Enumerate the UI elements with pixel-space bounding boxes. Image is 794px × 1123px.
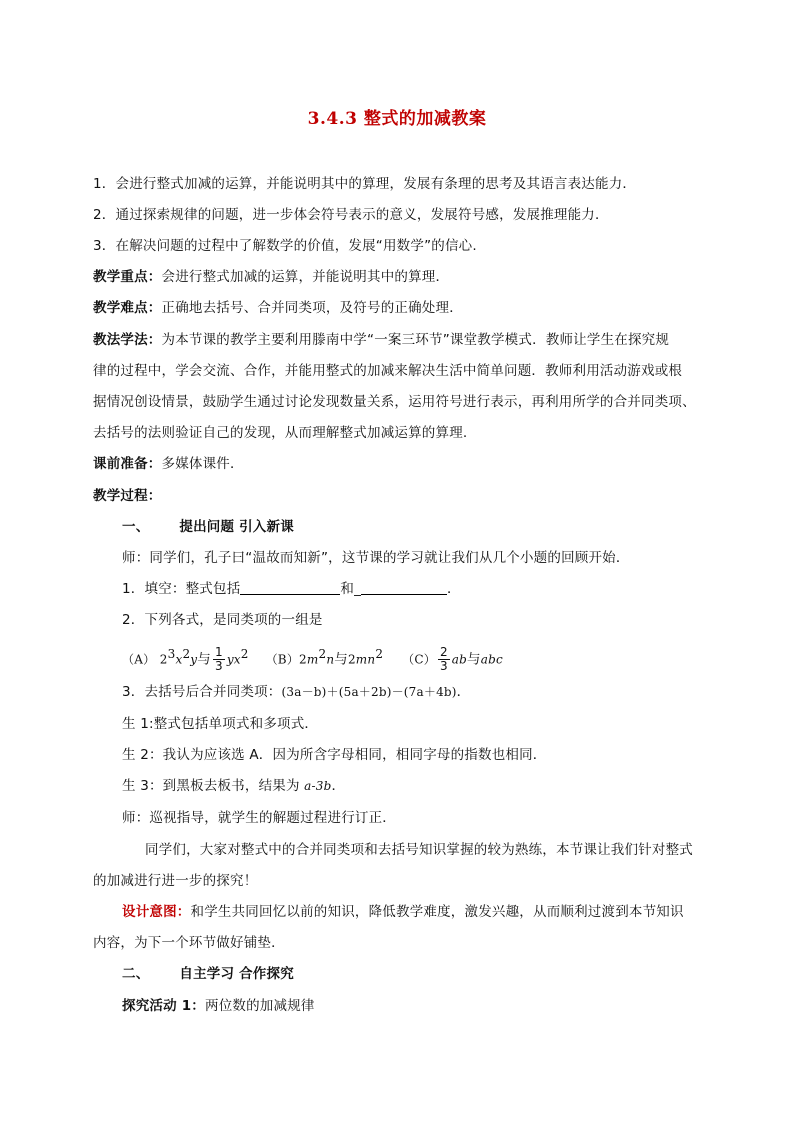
question-1-dot: _	[354, 581, 362, 597]
option-a-yx-exp: 2	[240, 647, 249, 661]
option-c-abc: abc	[480, 652, 503, 667]
preparation-label: 课前准备：	[93, 456, 162, 472]
page-title: 3.4.3 整式的加减教案	[307, 109, 487, 129]
student-answer-3	[122, 776, 345, 796]
option-b-n: n	[326, 652, 335, 667]
section-1-heading	[122, 517, 294, 537]
option-a-yx: yx	[226, 652, 241, 667]
student-answer-3-expr: a-3b	[304, 779, 332, 793]
section-2-heading	[122, 964, 294, 984]
option-a-coef: 2	[159, 652, 168, 667]
key-point-label: 教学重点：	[93, 269, 162, 285]
option-b-coef-2: 2	[347, 652, 356, 667]
option-a-fraction-num: 1	[214, 645, 223, 659]
option-b-with: 与	[334, 651, 348, 668]
question-2: 2．下列各式，是同类项的一组是	[122, 612, 323, 628]
option-b-label: （B）	[265, 652, 300, 667]
option-a-x: x	[175, 652, 183, 667]
option-c-fraction-den: 3	[439, 659, 448, 673]
difficulty-text: 正确地去括号、合并同类项，及符号的正确处理．	[161, 300, 463, 316]
option-a-with: 与	[197, 651, 211, 668]
option-a-fraction-den: 3	[214, 659, 223, 673]
option-c-with: 与	[467, 651, 481, 668]
objective-3: 3．在解决问题的过程中了解数学的价值，发展“用数学”的信心.	[93, 238, 477, 254]
answer-blank-2	[361, 580, 447, 595]
question-3-end: ．	[456, 684, 471, 700]
student-answer-3-end: ．	[331, 778, 346, 794]
option-a-fraction	[213, 646, 225, 673]
method-line-4: 去括号的法则验证自己的发现，从而理解整式加减运算的算理.	[93, 425, 468, 441]
option-c-fraction-num: 2	[439, 645, 448, 659]
section-2-num: 二、	[122, 966, 150, 982]
design-intent-line-2: 内容，为下一个环节做好铺垫．	[93, 935, 285, 951]
method-text-1: 为本节课的教学主要利用滕南中学“一案三环节”课堂教学模式．教师让学生在探究规	[161, 332, 670, 348]
difficulty-label: 教学难点：	[93, 300, 162, 316]
transition-line-2: 的加减进行进一步的探究！	[93, 873, 258, 889]
method-line-2: 律的过程中，学会交流、合作，并能用整式的加减来解决生活中简单问题．教师利用活动游戏或根	[93, 363, 683, 379]
objective-1: 1．会进行整式加减的运算，并能说明其中的算理，发展有条理的思考及其语言表达能力．	[93, 176, 637, 192]
option-b-coef: 2	[299, 652, 307, 667]
key-point	[93, 267, 449, 287]
activity-1	[122, 996, 315, 1016]
design-intent-line-1	[122, 902, 684, 922]
preparation	[93, 454, 244, 474]
activity-1-text: 两位数的加减规律	[205, 998, 315, 1014]
design-intent-text-1: 和学生共同回忆以前的知识，降低教学难度，激发兴趣，从而顺利过渡到本节知识	[190, 904, 684, 920]
student-answer-1: 生 1:整式包括单项式和多项式．	[122, 716, 319, 732]
design-intent-label: 设计意图：	[122, 904, 191, 920]
option-a-x-exp: 2	[182, 647, 191, 661]
option-a-label: （A）	[122, 652, 156, 667]
question-1-mid: 和	[340, 581, 355, 597]
question-3-expr: (3a－b)＋(5a＋2b)－(7a＋4b)	[281, 685, 457, 699]
section-2-title: 自主学习 合作探究	[179, 966, 294, 982]
teacher-check: 师：巡视指导，就学生的解题过程进行订正．	[122, 810, 396, 826]
transition-line-1: 同学们，大家对整式中的合并同类项和去括号知识掌握的较为熟练，本节课让我们针对整式	[145, 842, 693, 858]
option-a-coef-exp: 3	[167, 647, 176, 661]
method-line-3: 据情况创设情景，鼓励学生通过讨论发现数量关系，运用符号进行表示，再利用所学的合并同类项、	[93, 394, 696, 410]
method-line-1	[93, 330, 669, 350]
section-1-title: 提出问题 引入新课	[179, 519, 294, 535]
preparation-text: 多媒体课件．	[161, 456, 244, 472]
student-answer-3-text: 生 3：到黑板去板书，结果为	[122, 778, 305, 794]
process-label: 教学过程：	[93, 488, 162, 504]
objective-2: 2．通过探索规律的问题，进一步体会符号表示的意义，发展符号感，发展推理能力．	[93, 207, 609, 223]
section-1-num: 一、	[122, 519, 150, 535]
question-3-text: 3．去括号后合并同类项：	[122, 684, 282, 700]
student-answer-2: 生 2：我认为应该选 A．因为所含字母相同，相同字母的指数也相同．	[122, 747, 547, 763]
option-b-m: m	[306, 652, 319, 667]
option-b-mn: mn	[355, 652, 376, 667]
activity-1-label: 探究活动 1：	[122, 998, 205, 1014]
question-1-end: ．	[447, 581, 461, 597]
question-1	[122, 579, 461, 599]
option-b-m-exp: 2	[318, 647, 327, 661]
teacher-intro: 师：同学们，孔子曰“温故而知新”，这节课的学习就让我们从几个小题的回顾开始．	[122, 550, 630, 566]
question-2-options	[122, 640, 503, 674]
key-point-text: 会进行整式加减的运算，并能说明其中的算理．	[161, 269, 450, 285]
option-b-mn-exp: 2	[375, 647, 384, 661]
option-c-fraction	[438, 646, 450, 673]
answer-blank-1	[240, 580, 340, 595]
option-c-label: （C）	[402, 652, 436, 667]
question-3	[122, 682, 470, 702]
option-c-ab: ab	[451, 652, 468, 667]
difficulty	[93, 298, 463, 318]
option-a-y: y	[190, 652, 198, 667]
method-label: 教法学法：	[93, 332, 162, 348]
question-1-prefix: 1．填空：整式包括	[122, 581, 241, 597]
